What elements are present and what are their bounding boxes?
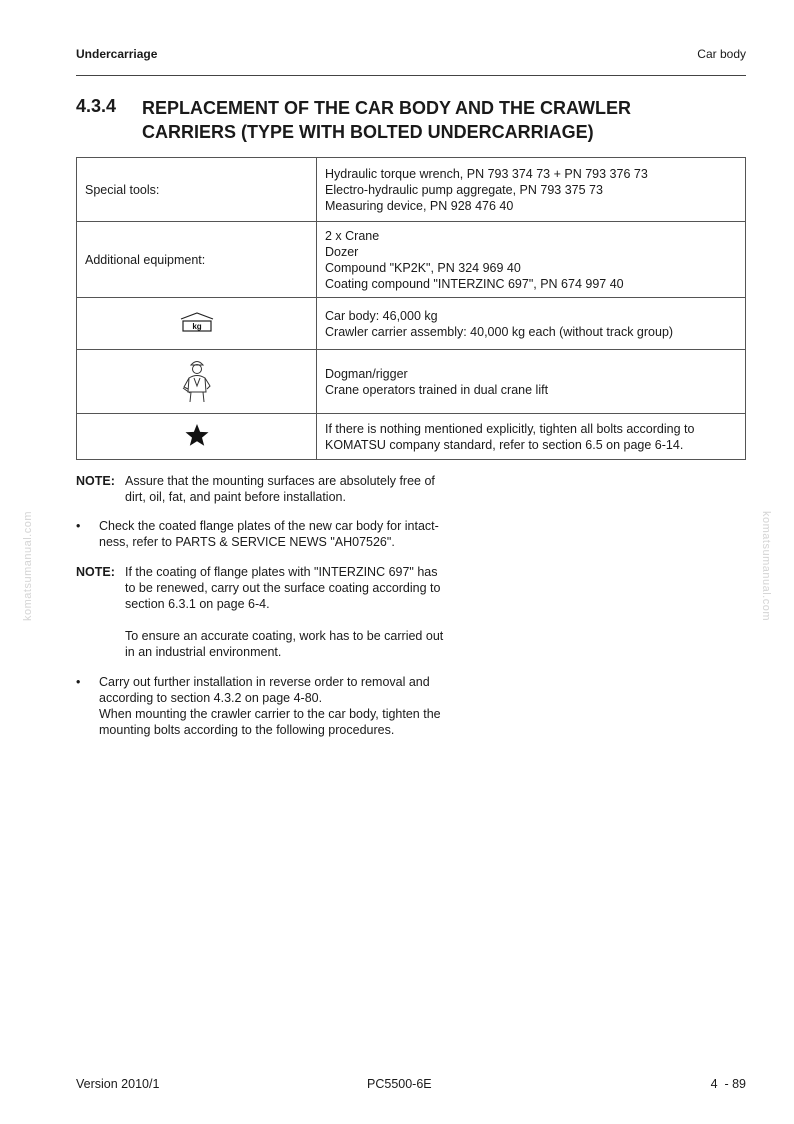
- personnel-icon-cell: [77, 350, 317, 414]
- note-line: If the coating of flange plates with "INTERZINC 697" has: [125, 565, 438, 579]
- note-text: [125, 473, 465, 505]
- table-row-personnel: [77, 350, 746, 414]
- bullet-line: according to section 4.3.2 on page 4-80.: [99, 691, 323, 705]
- bullet-line: When mounting the crawler carrier to the car body, tighten the: [99, 707, 441, 721]
- additional-equipment-label: Additional equipment:: [77, 222, 317, 298]
- note-label: NOTE:: [76, 474, 115, 488]
- additional-equipment-line-4: Coating compound "INTERZINC 697", PN 674 997 40: [325, 276, 624, 291]
- personnel-line-1: Dogman/rigger: [325, 366, 408, 381]
- personnel-value: [317, 350, 746, 414]
- section-title: [142, 96, 702, 144]
- weight-kg-icon: [177, 311, 217, 333]
- personnel-line-2: Crane operators trained in dual crane lift: [325, 382, 549, 397]
- star-icon: [184, 423, 210, 447]
- footer-model: PC5500-6E: [367, 1077, 432, 1091]
- standard-line-1: If there is nothing mentioned explicitly, tighten all bolts according to: [325, 421, 695, 436]
- bullet-symbol: •: [76, 519, 81, 533]
- bullet-text: [99, 518, 469, 550]
- additional-equipment-line-3: Compound "KP2K", PN 324 969 40: [325, 260, 521, 275]
- bullet-text: [99, 674, 469, 738]
- special-tools-value: [317, 158, 746, 222]
- header-chapter: Undercarriage: [76, 47, 158, 61]
- standard-value: [317, 414, 746, 460]
- note-line: in an industrial environment.: [125, 645, 282, 659]
- bullet-line: Carry out further installation in reverse order to removal and: [99, 675, 430, 689]
- special-tools-label: Special tools:: [77, 158, 317, 222]
- table-row-additional-equipment: [77, 222, 746, 298]
- header-topic: Car body: [697, 47, 746, 61]
- list-item-further-installation: [76, 674, 476, 740]
- footer-version: Version 2010/1: [76, 1077, 160, 1091]
- table-row-standard: [77, 414, 746, 460]
- header-divider: [76, 75, 746, 76]
- bullet-line: Check the coated flange plates of the new car body for intact-: [99, 519, 439, 533]
- weight-value: [317, 298, 746, 350]
- table-row-weight: [77, 298, 746, 350]
- standard-line-2: KOMATSU company standard, refer to section 6.5 on page 6-14.: [325, 437, 684, 452]
- note-line: dirt, oil, fat, and paint before installation.: [125, 490, 346, 504]
- bullet-line: ness, refer to PARTS & SERVICE NEWS "AH07526".: [99, 535, 395, 549]
- note-line: To ensure an accurate coating, work has to be carried out: [125, 629, 444, 643]
- special-tools-line-3: Measuring device, PN 928 476 40: [325, 198, 514, 213]
- weight-line-2: Crawler carrier assembly: 40,000 kg each (without track group): [325, 324, 674, 339]
- weight-icon-text: kg: [191, 321, 202, 331]
- weight-icon-cell: [77, 298, 317, 350]
- note-mounting-surfaces: [76, 473, 466, 507]
- section-number: 4.3.4: [76, 96, 117, 116]
- bullet-line: mounting bolts according to the following procedures.: [99, 723, 395, 737]
- additional-equipment-line-2: Dozer: [325, 244, 359, 259]
- requirements-table: [76, 157, 746, 460]
- table-row-special-tools: [77, 158, 746, 222]
- note-line: to be renewed, carry out the surface coating according to: [125, 581, 441, 595]
- additional-equipment-line-1: 2 x Crane: [325, 228, 380, 243]
- note-line: Assure that the mounting surfaces are absolutely free of: [125, 474, 435, 488]
- additional-equipment-value: [317, 222, 746, 298]
- bullet-symbol: •: [76, 675, 81, 689]
- watermark-left: komatsumanual.com: [22, 511, 34, 621]
- footer-page-number: 4 - 89: [710, 1077, 746, 1091]
- special-tools-line-2: Electro-hydraulic pump aggregate, PN 793 375 73: [325, 182, 603, 197]
- note-interzinc-coating: [76, 564, 466, 660]
- note-label: NOTE:: [76, 565, 115, 579]
- worker-icon: [180, 356, 214, 404]
- weight-line-1: Car body: 46,000 kg: [325, 308, 438, 323]
- note-text: [125, 564, 465, 660]
- section-title-line-1: REPLACEMENT OF THE CAR BODY AND THE CRAWLER: [142, 98, 632, 118]
- note-line: section 6.3.1 on page 6-4.: [125, 597, 270, 611]
- standard-icon-cell: [77, 414, 317, 460]
- special-tools-line-1: Hydraulic torque wrench, PN 793 374 73 + PN 793 376 73: [325, 166, 648, 181]
- list-item-check-flange-plates: [76, 518, 476, 552]
- watermark-right: komatsumanual.com: [760, 511, 772, 621]
- section-title-line-2: CARRIERS (TYPE WITH BOLTED UNDERCARRIAGE): [142, 122, 594, 142]
